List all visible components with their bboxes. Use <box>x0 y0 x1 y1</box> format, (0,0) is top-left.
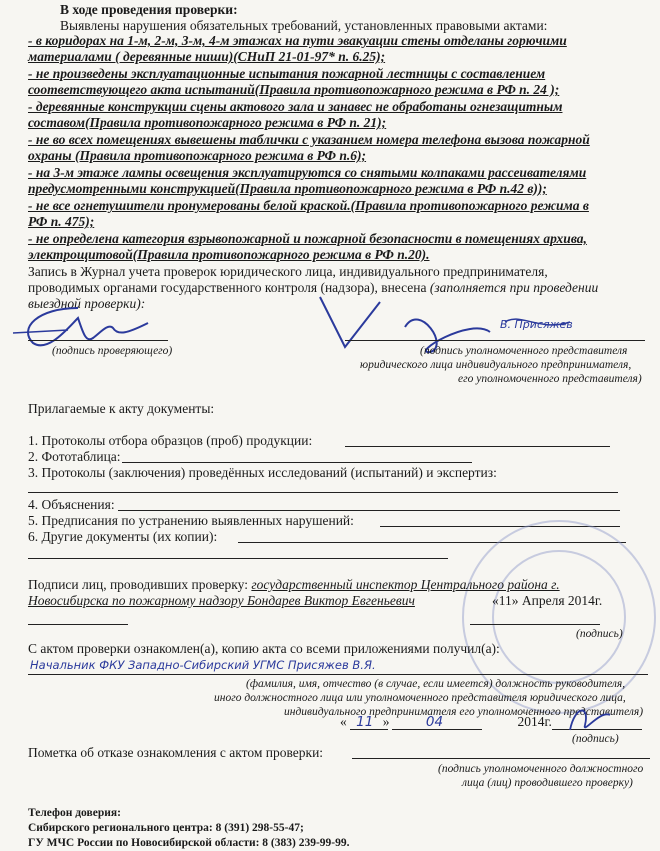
violation-line: - не определена категория взрывопожарной и пожарной безопасности в помещениях архива, <box>28 231 587 246</box>
signature-line <box>345 340 645 341</box>
date-year: 2014г. <box>517 714 552 729</box>
acquaint-caption: индивидуального предпринимателя его уполномоченного представителя) <box>284 706 644 718</box>
attachment-item: 1. Протоколы отбора образцов (проб) продукции: <box>28 433 313 448</box>
signature-caption: (подпись уполномоченного представителя <box>420 345 628 357</box>
inspectors-line <box>28 577 560 593</box>
footer-line: ГУ МЧС России по Новосибирской области: 8 (383) 239-99-99. <box>28 837 350 849</box>
attachments-title: Прилагаемые к акту документы: <box>28 401 215 416</box>
journal-text: проводимых органами государственного контроля (надзора), внесена <box>28 280 430 295</box>
fill-line <box>392 729 482 730</box>
acquaint-date: « 11 » 04 2014г. <box>340 714 552 730</box>
fill-line <box>28 674 648 675</box>
acquaint-caption: (фамилия, имя, отчество (в случае, если имеется) должность руководителя, <box>246 678 626 690</box>
violation-line: составом(Правила противопожарного режима в РФ п. 21); <box>28 115 387 130</box>
violation-line: - деревянные конструкции сцены актового зала и занавес не обработаны огнезащитным <box>28 99 563 114</box>
footer-line: Телефон доверия: <box>28 807 121 819</box>
intro-text: Выявлены нарушения обязательных требований, установленных правовыми актами: <box>60 18 548 33</box>
violation-line: охраны (Правила противопожарного режима в РФ п.6); <box>28 148 367 163</box>
handwritten-recipient: Начальник ФКУ Западно-Сибирский УГМС Присяжев В.Я. <box>30 658 376 672</box>
attachment-item: 2. Фототаблица: <box>28 449 121 464</box>
signature-line <box>28 340 168 341</box>
attachment-item: 5. Предписания по устранению выявленных нарушений: <box>28 513 354 528</box>
journal-note: (заполняется при проведении <box>429 280 599 295</box>
inspector-name: Новосибирска по пожарному надзору Бондарев Виктор Евгеньевич <box>28 593 415 608</box>
signature-caption: (подпись проверяющего) <box>52 345 173 357</box>
fill-line <box>118 510 620 511</box>
signature-caption: (подпись) <box>576 628 623 640</box>
attachment-item: 4. Объяснения: <box>28 497 115 512</box>
section-heading: В ходе проведения проверки: <box>60 2 238 17</box>
footer-line: Сибирского регионального центра: 8 (391) 298-55-47; <box>28 822 304 834</box>
refusal-label: Пометка об отказе ознакомления с актом проверки: <box>28 745 324 760</box>
handwritten-name: В. Присяжев <box>500 318 573 331</box>
violation-line: - не произведены эксплуатационные испытания пожарной лестницы с составлением <box>28 66 546 81</box>
fill-line <box>350 729 388 730</box>
fill-line <box>345 446 610 447</box>
fill-line <box>28 492 618 493</box>
violation-line: материалами ( деревянные ниши)(СНиП 21-01-97* п. 6.25); <box>28 49 386 64</box>
violation-line: - не во всех помещениях вывешены таблички с указанием номера телефона вызова пожарной <box>28 132 590 147</box>
signature-caption: (подпись) <box>572 733 619 745</box>
journal-note: выездной проверки): <box>28 296 146 311</box>
violation-line: РФ п. 475); <box>28 214 95 229</box>
signature-caption: его уполномоченного представителя) <box>458 373 642 385</box>
fill-line <box>122 462 472 463</box>
date-day: 11 <box>356 714 374 730</box>
acquaint-caption: иного должностного лица или уполномоченного представителя юридического лица, <box>214 692 626 704</box>
attachment-item: 3. Протоколы (заключения) проведённых исследований (испытаний) и экспертиз: <box>28 465 497 480</box>
attachment-item: 6. Другие документы (их копии): <box>28 529 218 544</box>
violation-line: соответствующего акта испытаний(Правила противопожарного режима в РФ п. 24 ); <box>28 82 560 97</box>
signature-line <box>28 624 128 625</box>
refusal-caption: лица (лиц) проводившего проверку) <box>462 777 633 789</box>
violation-line: - в коридорах на 1-м, 2-м, 3-м, 4-м этажах на пути эвакуации стены отделаны горючими <box>28 33 567 48</box>
fill-line <box>28 558 448 559</box>
signature-line <box>470 624 600 625</box>
violation-line: - не все огнетушители пронумерованы белой краской.(Правила противопожарного режима в <box>28 198 589 213</box>
signature-caption: юридического лица индивидуального предпринимателя, <box>360 359 632 371</box>
inspector-name: государственный инспектор Центрального района г. <box>251 577 560 592</box>
refusal-caption: (подпись уполномоченного должностного <box>438 763 644 775</box>
inspectors-label: Подписи лиц, проводивших проверку: <box>28 577 252 592</box>
violation-line: - на 3-м этаже лампы освещения эксплуатируются со снятыми колпаками рассеивателями <box>28 165 587 180</box>
acquaint-label: С актом проверки ознакомлен(а), копию акта со всеми приложениями получил(а): <box>28 641 500 656</box>
date-month: 04 <box>425 714 444 730</box>
violation-line: предусмотренными конструкцией(Правила противопожарного режима в РФ п.42 в)); <box>28 181 547 196</box>
violation-line: электрощитовой(Правила противопожарного режима в РФ п.20). <box>28 247 430 262</box>
journal-line: Запись в Журнал учета проверок юридического лица, индивидуального предпринимателя, <box>28 264 548 279</box>
official-stamp-inner <box>492 550 626 684</box>
fill-line <box>352 758 650 759</box>
inspection-date: «11» Апреля 2014г. <box>492 593 603 608</box>
